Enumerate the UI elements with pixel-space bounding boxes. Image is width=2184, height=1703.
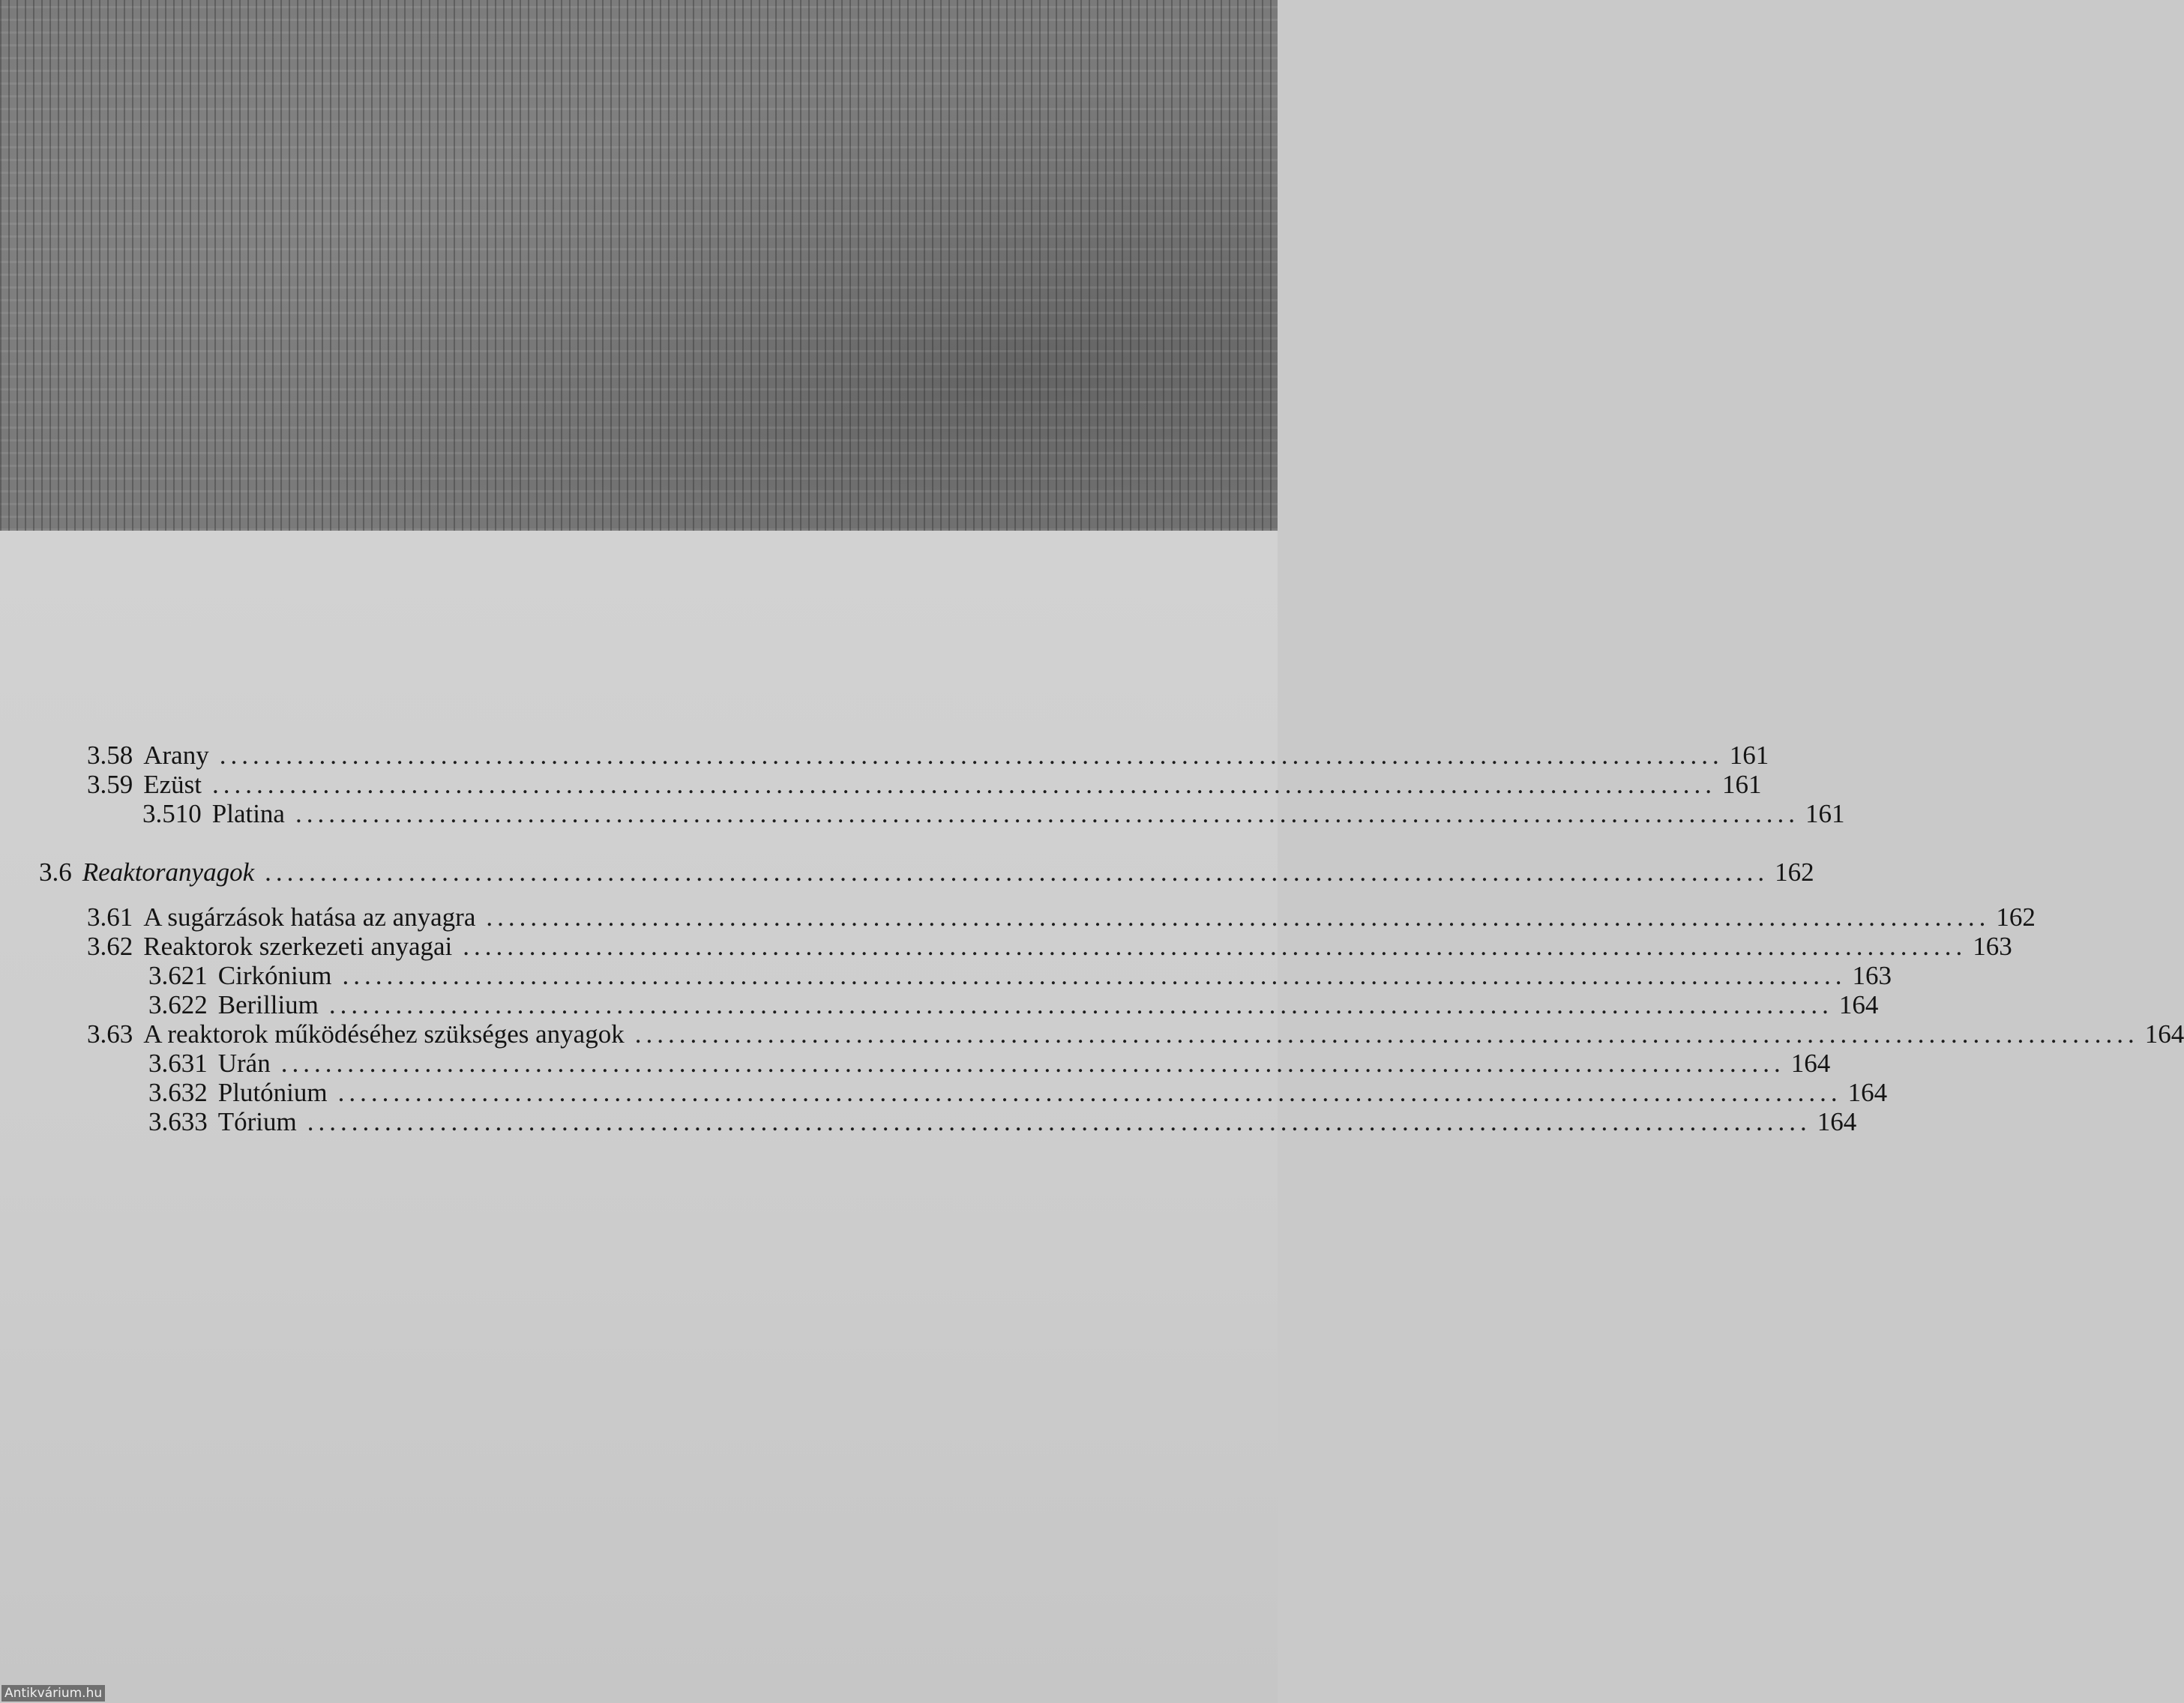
toc-entry-title: Cirkónium: [217, 961, 332, 990]
toc-entry-title: Reaktorok szerkezeti anyagai: [143, 932, 453, 961]
dot-leader: ........................................................................................................................................: [280, 1049, 1785, 1078]
toc-entry-number: 3.61: [87, 902, 133, 932]
toc-entry-page: 164: [1790, 1049, 1831, 1078]
toc-entry-title: Ezüst: [143, 770, 202, 799]
toc-entry-title: Reaktoranyagok: [82, 857, 255, 887]
toc-entry-number: 3.631: [148, 1049, 208, 1078]
toc-entry: [87, 741, 1769, 771]
toc-entry-number: 3.59: [87, 770, 133, 799]
dot-leader: ........................................................................................................................................: [463, 932, 1967, 961]
watermark: Antikvárium.hu: [1, 1685, 105, 1702]
toc-entry: [142, 799, 1845, 829]
toc-entry-number: 3.62: [87, 932, 133, 961]
toc-entry: [148, 1049, 1831, 1079]
toc-entry: [148, 990, 1879, 1020]
toc-entry: [148, 1078, 1888, 1108]
cover-texture: [0, 0, 1278, 533]
toc-entry-number: 3.621: [148, 961, 208, 990]
toc-entry-title: Platina: [211, 799, 285, 828]
dot-leader: ........................................................................................................................................: [295, 799, 1799, 828]
toc-page: [0, 531, 2184, 1703]
toc-entry-number: 3.6: [39, 857, 72, 887]
toc-entry: [87, 902, 2036, 932]
toc-entry-page: 162: [1996, 902, 2036, 932]
dot-leader: ........................................................................................................................................: [307, 1107, 1811, 1136]
dot-leader: ........................................................................................................................................: [265, 857, 1769, 887]
dot-leader: ........................................................................................................................................: [212, 770, 1717, 799]
toc-entry-number: 3.58: [87, 741, 133, 770]
toc-entry-page: 164: [1847, 1078, 1888, 1107]
dot-leader: ........................................................................................................................................: [219, 741, 1724, 770]
toc-entry-page: 162: [1775, 857, 1814, 887]
toc-entry-page: 161: [1722, 770, 1762, 799]
toc-entry-page: 163: [1973, 932, 2012, 961]
toc-entry-number: 3.622: [148, 990, 208, 1019]
toc-entry-page: 164: [1817, 1107, 1857, 1136]
dot-leader: ........................................................................................................................................: [634, 1019, 2139, 1049]
toc-entry: [87, 932, 2012, 962]
toc-entry-number: 3.633: [148, 1107, 208, 1136]
toc-entry-title: Arany: [143, 741, 209, 770]
toc-entry-page: 163: [1852, 961, 1892, 990]
toc-entry-title: Urán: [217, 1049, 271, 1078]
toc-entry: [87, 770, 1762, 800]
toc-entry-page: 164: [1838, 990, 1879, 1019]
toc-entry-title: A reaktorok működéséhez szükséges anyagok: [143, 1019, 625, 1049]
toc-entry: [87, 1019, 2184, 1049]
toc-entry-page: 164: [2144, 1019, 2184, 1049]
toc-entry: [39, 857, 1814, 887]
dot-leader: ........................................................................................................................................: [337, 1078, 1842, 1107]
toc-entry-number: 3.63: [87, 1019, 133, 1049]
toc-entry-title: Berillium: [217, 990, 319, 1019]
toc-entry-title: Plutónium: [217, 1078, 328, 1107]
toc-entry: [148, 961, 1892, 991]
dot-leader: ........................................................................................................................................: [328, 990, 1833, 1019]
toc-entry-number: 3.510: [142, 799, 202, 828]
toc-entry-number: 3.632: [148, 1078, 208, 1107]
toc-entry-title: A sugárzások hatása az anyagra: [143, 902, 476, 932]
dot-leader: ........................................................................................................................................: [486, 902, 1991, 932]
toc-entry-title: Tórium: [217, 1107, 297, 1136]
dot-leader: ........................................................................................................................................: [342, 961, 1847, 990]
toc-entry: [148, 1107, 1857, 1137]
toc-entry-page: 161: [1805, 799, 1845, 828]
toc-entry-page: 161: [1729, 741, 1769, 770]
